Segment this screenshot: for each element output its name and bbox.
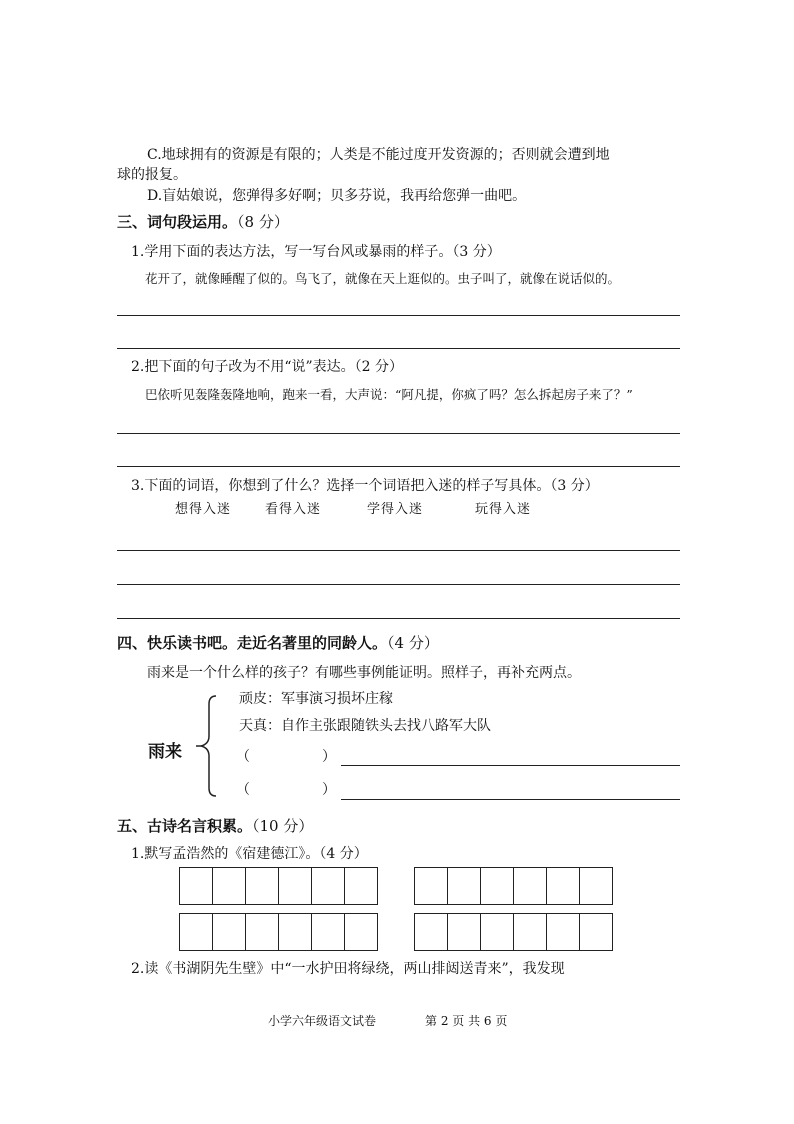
word-option: 想得入迷 — [175, 502, 232, 517]
grid-cell[interactable] — [547, 914, 580, 950]
blank-open-paren: （ — [236, 782, 250, 798]
section3-points: （8 分） — [237, 213, 289, 231]
grid-cell[interactable] — [345, 868, 378, 904]
section4-heading — [117, 633, 439, 653]
blank-close-paren: ） — [322, 782, 336, 798]
word-option: 学得入迷 — [367, 502, 424, 517]
section4-title: 四、快乐读书吧。走近名著里的同龄人。 — [117, 634, 388, 652]
grid-cell[interactable] — [345, 914, 378, 950]
option-c-line1: C.地球拥有的资源是有限的；人类是不能过度开发资源的；否则就会遭到地 — [147, 147, 610, 163]
grid-cell[interactable] — [580, 914, 613, 950]
answer-line[interactable] — [117, 466, 680, 467]
grid-cell[interactable] — [180, 914, 213, 950]
answer-line[interactable] — [117, 584, 680, 585]
grid-cell[interactable] — [514, 868, 547, 904]
grid-cell[interactable] — [481, 914, 514, 950]
answer-line[interactable] — [117, 433, 680, 434]
grid-cell[interactable] — [180, 868, 213, 904]
grid-cell[interactable] — [312, 914, 345, 950]
grid-cell[interactable] — [279, 914, 312, 950]
answer-line[interactable] — [341, 799, 680, 800]
s3-q1-prompt: 1.学用下面的表达方法，写一写台风或暴雨的样子。（3 分） — [131, 244, 501, 260]
section5-heading — [117, 816, 313, 836]
grid-cell[interactable] — [448, 868, 481, 904]
option-d: D.盲姑娘说，您弹得多好啊；贝多芬说，我再给您弹一曲吧。 — [147, 188, 527, 204]
grid-cell[interactable] — [514, 914, 547, 950]
grid-cell[interactable] — [448, 914, 481, 950]
example-item: 顽皮：军事演习损坏庄稼 — [239, 691, 393, 707]
section3-heading — [117, 212, 289, 232]
writing-grid[interactable] — [414, 867, 613, 905]
center-label: 雨来 — [148, 742, 182, 762]
answer-line[interactable] — [341, 765, 680, 766]
s3-q2-example: 巴依听见轰隆轰隆地响，跑来一看，大声说：“阿凡提，你疯了吗？怎么拆起房子来了？” — [145, 387, 633, 402]
s3-q1-example: 花开了，就像睡醒了似的。鸟飞了，就像在天上逛似的。虫子叫了，就像在说话似的。 — [145, 271, 621, 286]
writing-grid[interactable] — [179, 867, 378, 905]
option-c-line2: 球的报复。 — [117, 167, 187, 183]
blank-open-paren: （ — [236, 749, 250, 765]
section5-points: （10 分） — [252, 817, 314, 835]
footer-page-info: 第 2 页 共 6 页 — [425, 1014, 508, 1028]
grid-cell[interactable] — [415, 868, 448, 904]
grid-cell[interactable] — [312, 868, 345, 904]
s4-question: 雨来是一个什么样的孩子？有哪些事例能证明。照样子，再补充两点。 — [147, 665, 581, 681]
writing-grid[interactable] — [414, 913, 613, 951]
grid-cell[interactable] — [547, 868, 580, 904]
section3-title: 三、词句段运用。 — [117, 213, 238, 231]
grid-cell[interactable] — [279, 868, 312, 904]
grid-cell[interactable] — [481, 868, 514, 904]
grid-cell[interactable] — [246, 868, 279, 904]
s5-q1-prompt: 1.默写孟浩然的《宿建德江》。（4 分） — [131, 846, 368, 862]
section4-points: （4 分） — [387, 634, 439, 652]
s5-q2-prompt: 2.读《书湖阴先生壁》中“一水护田将绿绕，两山排闼送青来”，我发现 — [131, 961, 565, 977]
writing-grid[interactable] — [179, 913, 378, 951]
example-item: 天真：自作主张跟随铁头去找八路军大队 — [239, 718, 491, 734]
word-option: 玩得入迷 — [475, 502, 532, 517]
answer-line[interactable] — [117, 550, 680, 551]
s3-q3-prompt: 3.下面的词语，你想到了什么？选择一个词语把入迷的样子写具体。（3 分） — [131, 478, 599, 494]
answer-line[interactable] — [117, 348, 680, 349]
grid-cell[interactable] — [580, 868, 613, 904]
answer-line[interactable] — [117, 618, 680, 619]
s3-q2-prompt: 2.把下面的句子改为不用“说”表达。（2 分） — [131, 359, 404, 375]
footer-exam-title: 小学六年级语文试卷 — [268, 1014, 377, 1028]
word-option: 看得入迷 — [265, 502, 322, 517]
grid-cell[interactable] — [246, 914, 279, 950]
answer-line[interactable] — [117, 315, 680, 316]
grid-cell[interactable] — [213, 868, 246, 904]
grid-cell[interactable] — [213, 914, 246, 950]
section5-title: 五、古诗名言积累。 — [117, 817, 253, 835]
grid-cell[interactable] — [415, 914, 448, 950]
brace-icon — [196, 690, 240, 802]
blank-close-paren: ） — [322, 749, 336, 765]
